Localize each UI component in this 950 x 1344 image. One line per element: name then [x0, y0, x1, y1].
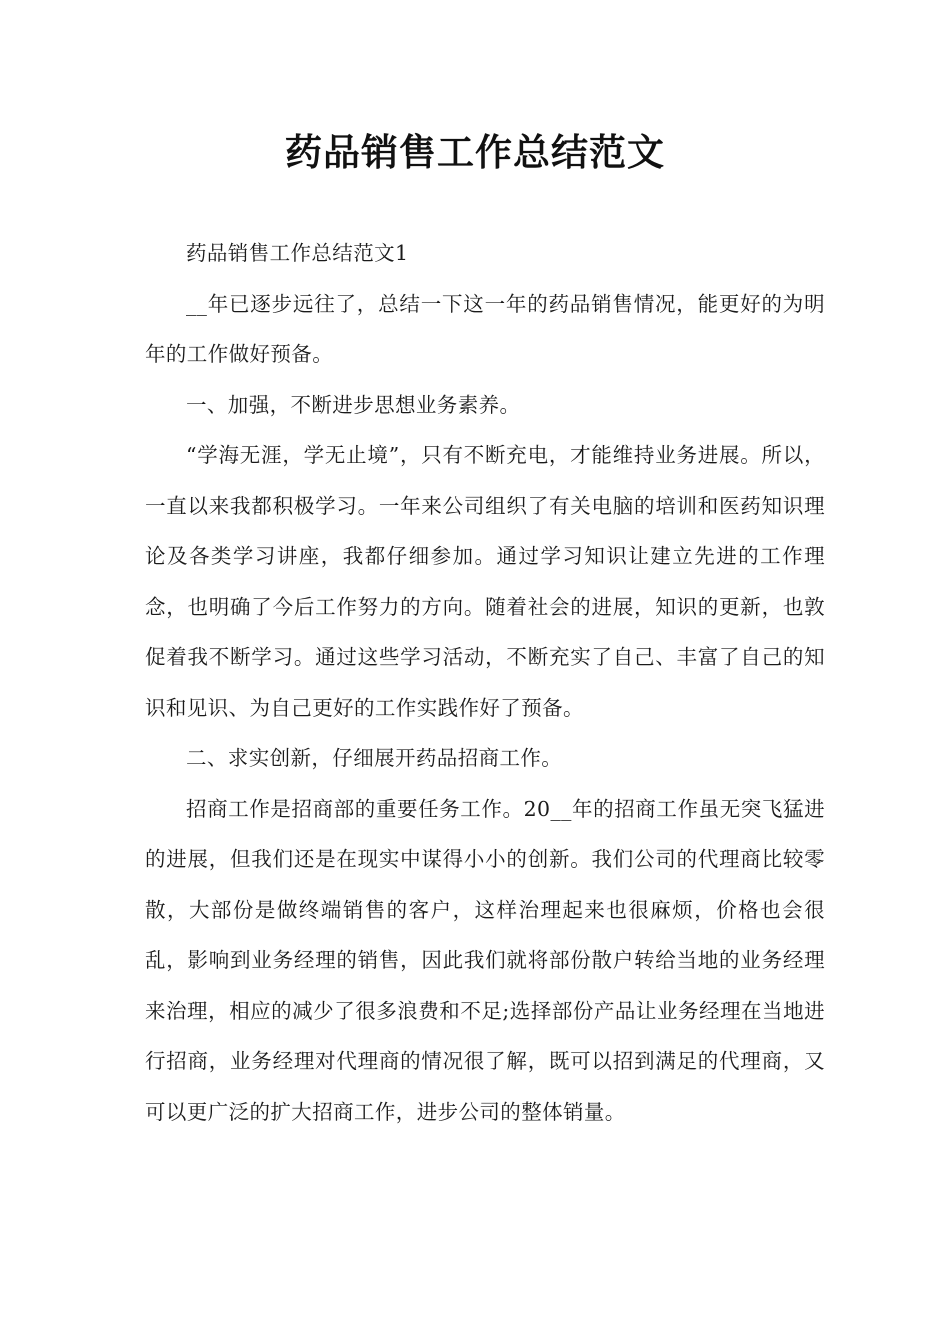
paragraph-subtitle: 药品销售工作总结范文1: [186, 241, 409, 265]
section-heading-1: 一、加强，不断进步思想业务素养。: [186, 392, 521, 417]
paragraph-investment: 招商工作是招商部的重要任务工作。20__年的招商工作虽无突飞猛进的进展，但我们还是在现实中谋得小小的创新。我们公司的代理商比较零散，大部份是做终端销售的客户，这样治理起来也很麻烦，价格也会很乱，影响到业务经理的销售，因此我们就将部份散户转给当地的业务经理来治理，相应的减少了很多浪费和不足;选择部份产品让业务经理在当地进行招商，业务经理对代理商的情况很了解，既可以招到满足的代理商，又可以更广泛的扩大招商工作，进步公司的整体销量。: [145, 796, 825, 1124]
document-body: [145, 228, 825, 1137]
document-title: 药品销售工作总结范文: [285, 131, 665, 174]
section-heading-2: 二、求实创新，仔细展开药品招商工作。: [186, 746, 563, 770]
paragraph-intro: __年已逐步远往了，总结一下这一年的药品销售情况，能更好的为明年的工作做好预备。: [145, 291, 825, 366]
paragraph-learning: “学海无涯，学无止境”，只有不断充电，才能维持业务进展。所以，一直以来我都积极学习。一年来公司组织了有关电脑的培训和医药知识理论及各类学习讲座，我都仔细参加。通过学习知识让建立先进的工作理念，也明确了今后工作努力的方向。随着社会的进展，知识的更新，也敦促着我不断学习。通过这些学习活动，不断充实了自己、丰富了自己的知识和见识、为自己更好的工作实践作好了预备。: [145, 443, 825, 720]
